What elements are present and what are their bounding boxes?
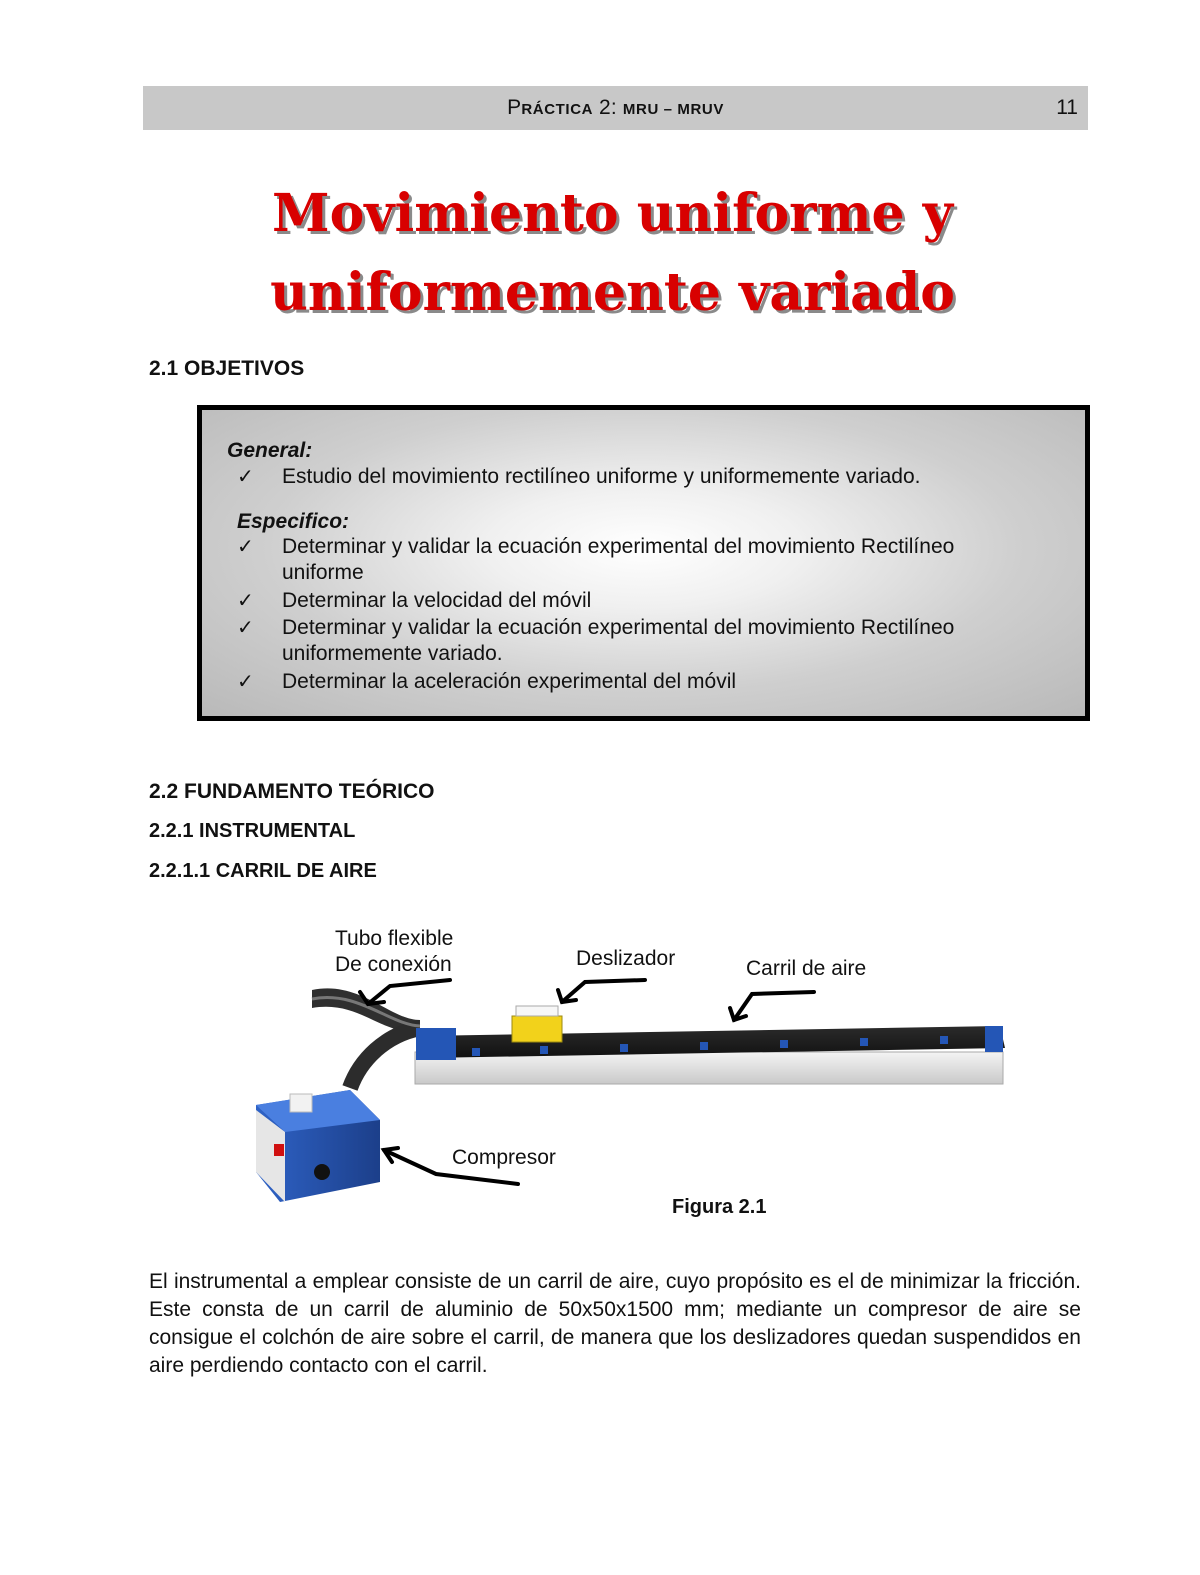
label-tubo-line-1: Tubo flexible [335, 927, 454, 950]
page-header [143, 86, 1088, 130]
specific-item-text: Determinar la velocidad del móvil [282, 589, 592, 612]
hose-to-compressor [350, 1028, 420, 1088]
section-heading-carril: 2.2.1.1 CARRIL DE AIRE [149, 860, 377, 882]
check-icon: ✓ [237, 466, 254, 488]
check-icon: ✓ [237, 590, 254, 612]
document-title-line-2: uniformemente variado [270, 262, 955, 323]
check-icon: ✓ [237, 536, 254, 558]
general-label: General: [227, 439, 313, 462]
label-compresor: Compresor [452, 1146, 556, 1169]
slider [512, 1016, 562, 1042]
objectives-box [197, 405, 1090, 721]
check-icon: ✓ [237, 671, 254, 693]
page-number: 11 [1056, 96, 1078, 119]
check-icon: ✓ [237, 617, 254, 639]
specific-item-text: Determinar la aceleración experimental del móvil [282, 670, 737, 693]
section-heading-instrumental: 2.2.1 INSTRUMENTAL [149, 820, 356, 842]
general-item-text: Estudio del movimiento rectilíneo uniforme y uniformemente variado. [282, 465, 921, 488]
document-title-line-1: Movimiento uniforme y [272, 183, 953, 244]
header-practice-number: 2: [598, 96, 618, 119]
specific-item-text: Determinar y validar la ecuación experimental del movimiento Rectilíneo uniforme [282, 535, 955, 584]
end-block-right [985, 1026, 1003, 1052]
section-heading-objetivos: 2.1 OBJETIVOS [149, 357, 305, 380]
figure-caption: Figura 2.1 [672, 1196, 767, 1218]
specific-item-text: Determinar y validar la ecuación experimental del movimiento Rectilíneo uniformemente variado. [282, 616, 955, 665]
rail-base [415, 1052, 1003, 1084]
section-heading-fundamento: 2.2 FUNDAMENTO TEÓRICO [149, 780, 435, 803]
body-paragraph: El instrumental a emplear consiste de un carril de aire, cuyo propósito es el de minimizar la fricción. Este consta de un carril de aluminio de 50x50x1500 mm; mediante un compresor de aire se consigue el colchón de aire sobre el carril, de manera que los deslizadores quedan suspendidos en aire perdiendo contacto con el carril. [149, 1270, 1081, 1377]
arrow-tubo [368, 980, 450, 1004]
header-practice-word: RÁCTICA [521, 101, 594, 118]
header-topic: MRU – MRUV [622, 101, 724, 118]
label-carril: Carril de aire [746, 957, 867, 980]
end-block-left [416, 1028, 456, 1060]
air-track-figure [240, 920, 1040, 1210]
label-tubo-line-2: De conexión [335, 953, 452, 976]
header-title [143, 96, 1088, 120]
specific-label: Especifico: [237, 510, 350, 533]
label-deslizador: Deslizador [576, 947, 676, 970]
header-practice-initial: P [507, 96, 522, 119]
